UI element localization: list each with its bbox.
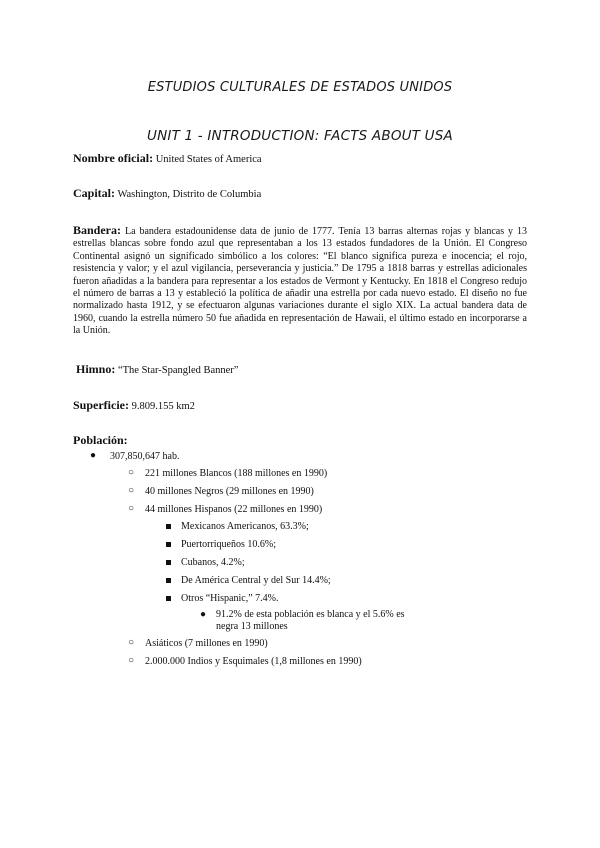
bullet-square-icon — [166, 560, 171, 565]
list-item-indios: 2.000.000 Indios y Esquimales (1,8 millones en 1990) — [145, 656, 362, 667]
bullet-square-icon — [166, 596, 171, 601]
list-item-hispanos: 44 millones Hispanos (22 millones en 1990) — [145, 504, 323, 515]
bandera-paragraph — [73, 224, 527, 338]
nombre-oficial — [73, 151, 262, 167]
bullet-circle-icon: ○ — [128, 503, 135, 514]
nombre-label: Nombre oficial: — [73, 151, 154, 165]
list-item-hispanos-sub: Puertorriqueños 10.6%; — [181, 539, 276, 550]
bullet-circle-icon: ○ — [128, 655, 135, 666]
bullet-square-icon — [166, 542, 171, 547]
bullet-circle-icon: ○ — [128, 467, 135, 478]
list-item-nota-cont: negra 13 millones — [216, 621, 288, 632]
bandera-text: La bandera estadounidense data de junio de 1777. Tenía 13 barras alternas rojas y blancas y 13 estrellas blancas sobre fondo azul que representaban a los 13 estados fundadores de la Unión. El Congreso Continental asignó un significado simbólico a los colores: “El blanco significa pureza e inocencia; el rojo, resistencia y valor; y el azul vigilancia, perseverancia y justicia.” De 1795 a 1818 barras y estrellas adicionales fueron añadidas a la bandera para representar a los estados de Vermont y Kentucky. En 1818 el Congreso redujo el número de barras a 13 y estableció la política de añadir una estrella por cada nuevo estado. El diseño no fue normalizado hasta 1912, y se efectuaron algunas variaciones durante el siglo XIX. La actual bandera data de 1960, cuando la estrella número 50 fue añadida en representación de Hawaii, el último estado en incorporarse a la Unión. — [73, 226, 527, 337]
himno-value: “The Star-Spangled Banner” — [117, 365, 239, 376]
bullet-square-icon — [166, 524, 171, 529]
bullet-circle-icon: ○ — [128, 637, 135, 648]
bullet-disc-icon: ● — [200, 609, 207, 620]
list-item-blancos: 221 millones Blancos (188 millones en 1990) — [145, 468, 328, 479]
himno-label: Himno: — [76, 362, 116, 376]
bandera-label: Bandera: — [73, 223, 121, 237]
list-item-hispanos-sub: Cubanos, 4.2%; — [181, 557, 245, 568]
list-item-total: 307,850,647 hab. — [110, 451, 180, 462]
document-title: ESTUDIOS CULTURALES DE ESTADOS UNIDOS — [147, 80, 453, 95]
bullet-disc-icon: ● — [90, 450, 97, 461]
poblacion-label: Población: — [73, 433, 128, 447]
superficie-value: 9.809.155 km2 — [131, 401, 195, 412]
list-item-asiaticos: Asiáticos (7 millones en 1990) — [145, 638, 268, 649]
himno — [76, 362, 238, 378]
bullet-circle-icon: ○ — [128, 485, 135, 496]
superficie-label: Superficie: — [73, 398, 129, 412]
unit-heading: UNIT 1 - INTRODUCTION: FACTS ABOUT USA — [147, 128, 453, 144]
capital — [73, 186, 261, 202]
superficie — [73, 398, 195, 414]
list-item-hispanos-sub: De América Central y del Sur 14.4%; — [181, 575, 331, 586]
list-item-hispanos-sub: Mexicanos Americanos, 63.3%; — [181, 521, 309, 532]
capital-value: Washington, Distrito de Columbia — [117, 189, 262, 200]
nombre-value: United States of America — [155, 154, 262, 165]
bullet-square-icon — [166, 578, 171, 583]
list-item-negros: 40 millones Negros (29 millones en 1990) — [145, 486, 314, 497]
list-item-nota: 91.2% de esta población es blanca y el 5.6% es — [216, 609, 405, 620]
capital-label: Capital: — [73, 186, 115, 200]
list-item-hispanos-sub: Otros “Hispanic,” 7.4%. — [181, 593, 279, 604]
